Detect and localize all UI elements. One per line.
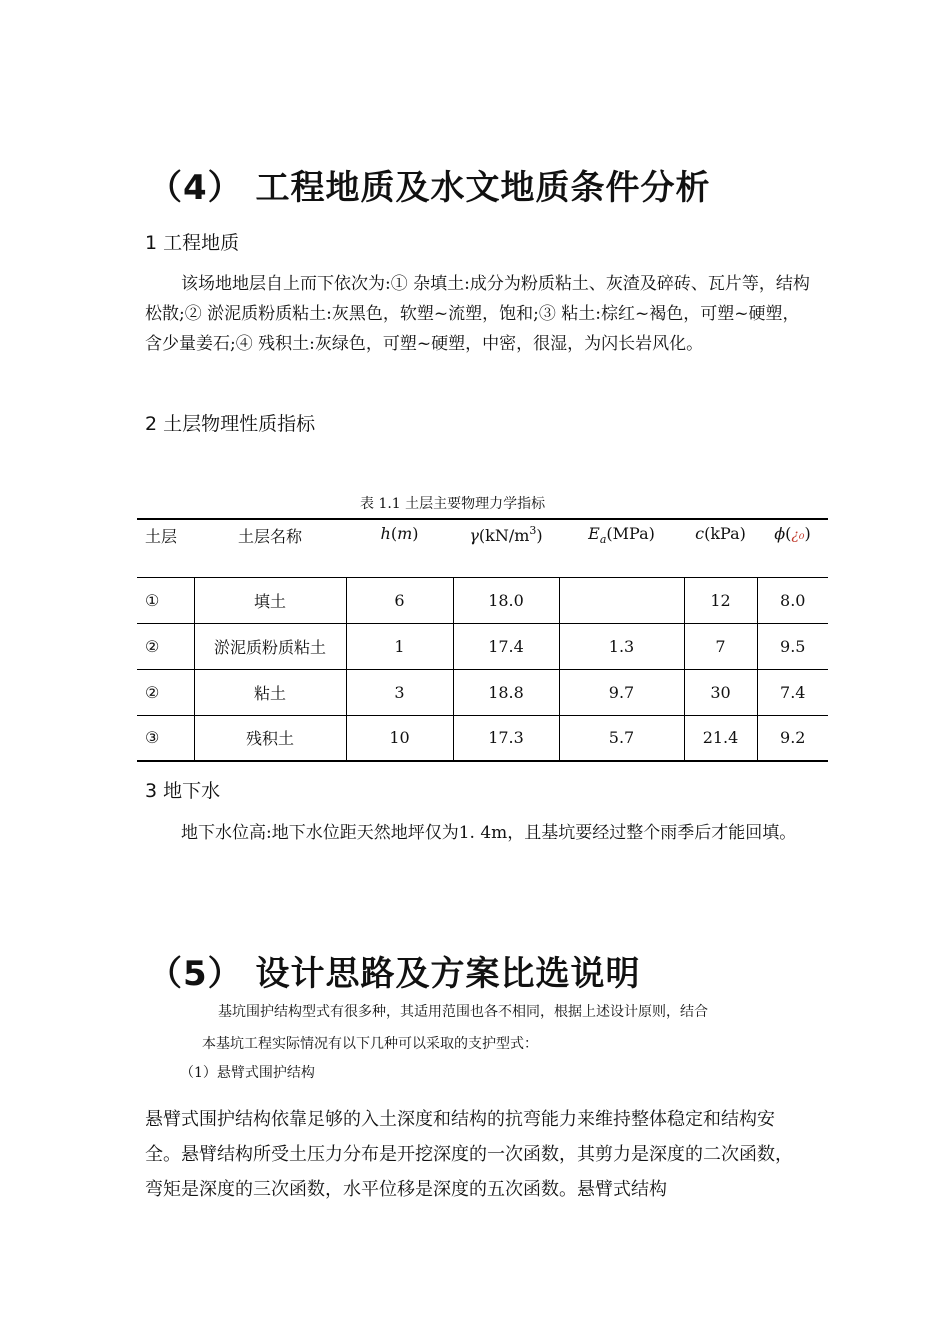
cell-h: 6: [346, 577, 453, 623]
cell-name: 填土: [194, 577, 346, 623]
section-5-intro-line-2: 本基坑工程实际情况有以下几种可以采取的支护型式：: [202, 1036, 538, 1052]
cell-c: 12: [684, 577, 757, 623]
cell-phi: 9.2: [757, 715, 828, 761]
cell-c: 21.4: [684, 715, 757, 761]
cell-gamma: 18.0: [453, 577, 559, 623]
cell-phi: 8.0: [757, 577, 828, 623]
table-row: [137, 669, 828, 715]
cell-layer: ③: [137, 715, 194, 761]
cell-name: 淤泥质粉质粘土: [194, 623, 346, 669]
cell-layer: ①: [137, 577, 194, 623]
cell-ea: 5.7: [559, 715, 684, 761]
cantilever-item-heading: （1）悬臂式围护结构: [180, 1065, 315, 1081]
header-name: 土层名称: [194, 519, 346, 577]
cell-ea: 9.7: [559, 669, 684, 715]
header-layer: 土层: [137, 519, 194, 577]
section-5-intro-line-1: 基坑围护结构型式有很多种，其适用范围也各不相同，根据上述设计原则，结合: [218, 1004, 708, 1020]
cell-ea: 1.3: [559, 623, 684, 669]
cell-phi: 9.5: [757, 623, 828, 669]
groundwater-paragraph: 地下水位高:地下水位距天然地坪仅为1. 4m，且基坑要经过整个雨季后才能回填。: [181, 823, 797, 843]
cell-gamma: 18.8: [453, 669, 559, 715]
header-phi: ϕ(¿₀): [757, 519, 828, 577]
cell-layer: ②: [137, 623, 194, 669]
engineering-geology-paragraph: 该场地地层自上而下依次为:① 杂填土:成分为粉质粘土、灰渣及碎砖、瓦片等，结构松散;② 淤泥质粉质粘土:灰黑色，软塑~流塑，饱和;③ 粘土:棕红~褐色，可塑~硬塑，含少量姜石;④ 残积土:灰绿色，可塑~硬塑，中密，很湿，为闪长岩风化。: [145, 274, 810, 354]
soil-properties-table: [137, 518, 828, 762]
subheading-groundwater: 3 地下水: [145, 780, 221, 802]
subheading-engineering-geology: 1 工程地质: [145, 232, 240, 254]
cell-layer: ②: [137, 669, 194, 715]
header-h: h(m): [346, 519, 453, 577]
table-row: [137, 623, 828, 669]
header-c: c(kPa): [684, 519, 757, 577]
table-caption: 表 1.1 土层主要物理力学指标: [360, 496, 546, 512]
section-5-heading: （5） 设计思路及方案比选说明: [148, 954, 641, 994]
cell-phi: 7.4: [757, 669, 828, 715]
table-row: [137, 577, 828, 623]
header-gamma: $\gamma(kN/m^3)$: [453, 519, 559, 577]
table-row: [137, 715, 828, 761]
section-4-heading: （4） 工程地质及水文地质条件分析: [148, 168, 711, 208]
cell-h: 10: [346, 715, 453, 761]
cell-name: 粘土: [194, 669, 346, 715]
cell-c: 30: [684, 669, 757, 715]
cell-name: 残积土: [194, 715, 346, 761]
cell-h: 3: [346, 669, 453, 715]
cantilever-paragraph: 悬臂式围护结构依靠足够的入土深度和结构的抗弯能力来维持整体稳定和结构安全。悬臂结构所受土压力分布是开挖深度的一次函数，其剪力是深度的二次函数，弯矩是深度的三次函数，水平位移是深度的五次函数。悬臂式结构: [145, 1109, 793, 1200]
cell-gamma: 17.4: [453, 623, 559, 669]
cell-h: 1: [346, 623, 453, 669]
subheading-soil-properties: 2 土层物理性质指标: [145, 413, 316, 435]
cell-gamma: 17.3: [453, 715, 559, 761]
cell-ea: [559, 577, 684, 623]
table-header-row: [137, 519, 828, 577]
cell-c: 7: [684, 623, 757, 669]
header-ea: $E_a(MPa)$: [559, 519, 684, 577]
